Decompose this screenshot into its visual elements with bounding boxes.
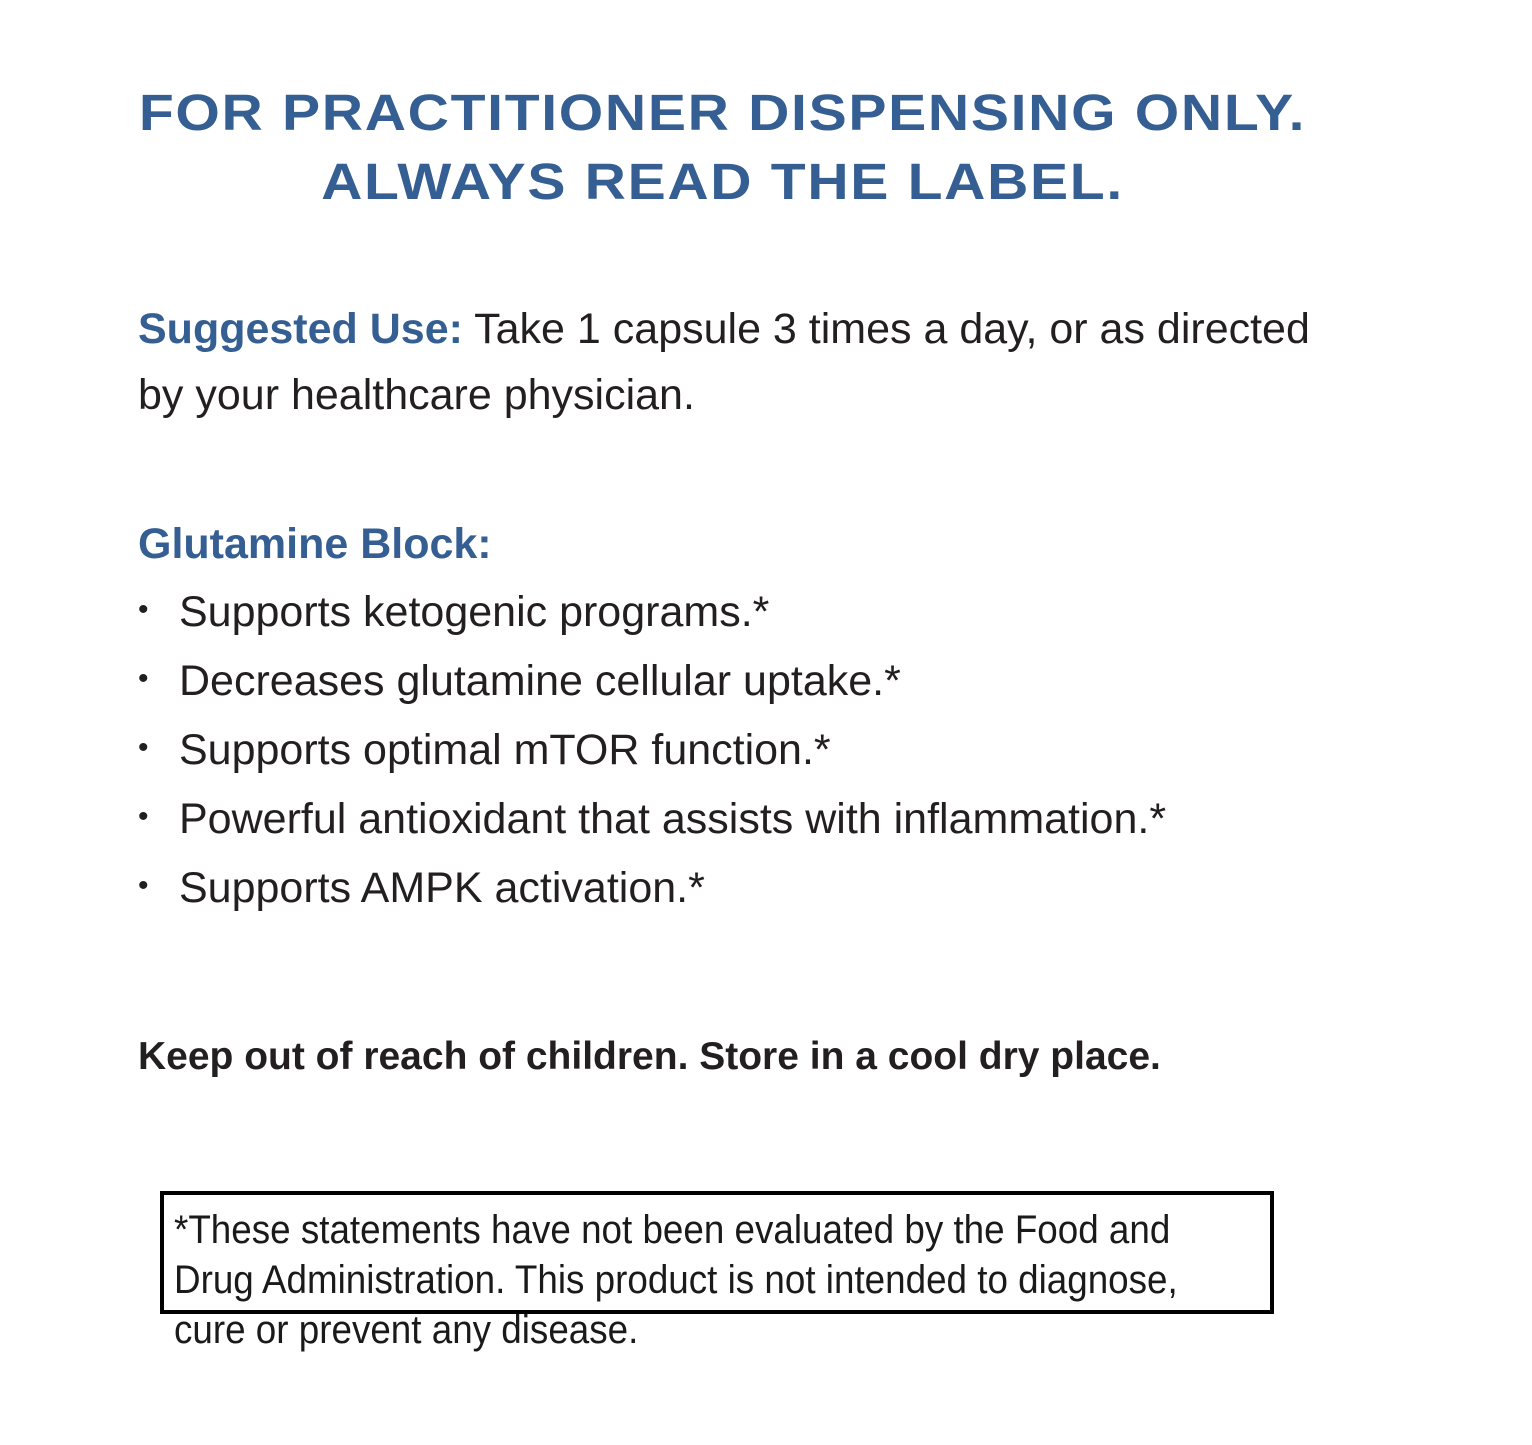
- list-item-text: Supports ketogenic programs.*: [179, 588, 770, 636]
- list-item-text: Supports optimal mTOR function.*: [179, 726, 831, 774]
- header-line-2: ALWAYS READ THE LABEL.: [321, 153, 1124, 210]
- fda-disclaimer-box: [160, 1191, 1274, 1352]
- disclaimer-line-3: cure or prevent any disease.: [174, 1308, 639, 1352]
- suggested-use-label: Suggested Use:: [138, 305, 463, 353]
- benefits-list: [138, 582, 1166, 927]
- suggested-use-paragraph: [138, 296, 1338, 428]
- list-item-text: Powerful antioxidant that assists with inflammation.*: [179, 795, 1167, 843]
- list-item: [138, 582, 1166, 651]
- glutamine-block-title: Glutamine Block:: [138, 520, 492, 568]
- dispensing-header: [0, 78, 1532, 216]
- list-item: [138, 651, 1166, 720]
- bullet-icon: •: [138, 662, 149, 695]
- list-item: [138, 858, 1166, 927]
- bullet-icon: •: [138, 800, 149, 833]
- list-item: [138, 720, 1166, 789]
- list-item-text: Supports AMPK activation.*: [179, 864, 705, 912]
- bullet-icon: •: [138, 593, 149, 626]
- disclaimer-line-1: *These statements have not been evaluated by the Food and: [174, 1208, 1171, 1252]
- bullet-icon: •: [138, 869, 149, 902]
- header-line-1: FOR PRACTITIONER DISPENSING ONLY.: [138, 84, 1307, 141]
- list-item: [138, 789, 1166, 858]
- list-item-text: Decreases glutamine cellular uptake.*: [179, 657, 901, 705]
- bullet-icon: •: [138, 731, 149, 764]
- storage-warning: Keep out of reach of children. Store in a cool dry place.: [138, 1035, 1161, 1078]
- disclaimer-line-2: Drug Administration. This product is not intended to diagnose,: [174, 1258, 1178, 1302]
- suggested-use-text: Take 1 capsule 3 times a day, or as directed by your healthcare physician.: [138, 305, 1310, 419]
